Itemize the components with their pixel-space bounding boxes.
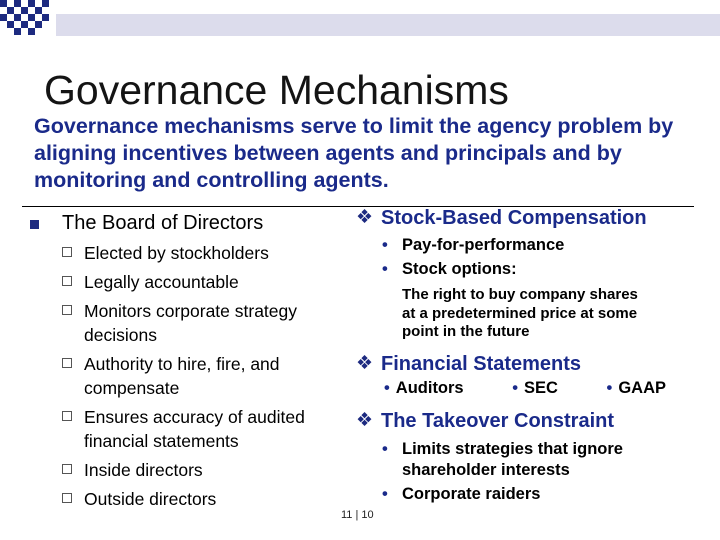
financial-items [384,377,710,399]
list-item: Inside directors [62,458,342,482]
list-item: Elected by stockholders [62,241,342,265]
diamond-cross-icon: ❖ [356,410,374,431]
slide-subtitle: Governance mechanisms serve to limit the agency problem by aligning incentives between agents and principals and by monitoring and controlling agents. [34,114,674,192]
board-list [62,241,342,511]
diamond-cross-icon: ❖ [356,207,374,228]
financial-item: • SEC [512,379,558,397]
stock-item-2: • Stock options: [382,260,517,278]
header-band [56,14,720,36]
checkbox-icon [62,358,72,368]
page-number: 11 | 10 [341,509,374,521]
takeover-item-2: • Corporate raiders [382,485,541,503]
financial-heading: Financial Statements [381,353,582,375]
list-item: Outside directors [62,487,342,511]
slide-title: Governance Mechanisms [44,67,509,113]
list-item: Legally accountable [62,270,342,294]
checker-pattern [0,0,56,40]
checkbox-icon [62,464,72,474]
diamond-cross-icon: ❖ [356,353,374,374]
checkbox-icon [62,493,72,503]
checkbox-icon [62,411,72,421]
checkbox-icon [62,305,72,315]
stock-item-1: • Pay-for-performance [382,236,565,254]
stock-options-note: The right to buy company shares at a predetermined price at some point in the future [402,286,638,340]
list-item: Ensures accuracy of audited financial statements [62,405,342,453]
financial-item: • Auditors [384,379,464,397]
board-heading [30,209,263,237]
board-heading-text: The Board of Directors [62,211,264,234]
square-bullet-icon [30,220,39,229]
list-item: Authority to hire, fire, and compensate [62,352,342,400]
checkbox-icon [62,276,72,286]
takeover-heading: The Takeover Constraint [381,410,615,432]
list-item: Monitors corporate strategy decisions [62,299,342,347]
takeover-item-1-cont: shareholder interests [402,461,570,479]
takeover-item-1: • Limits strategies that ignore [382,440,623,458]
stock-heading: Stock-Based Compensation [381,207,647,229]
checkbox-icon [62,247,72,257]
financial-item: • GAAP [606,379,666,397]
